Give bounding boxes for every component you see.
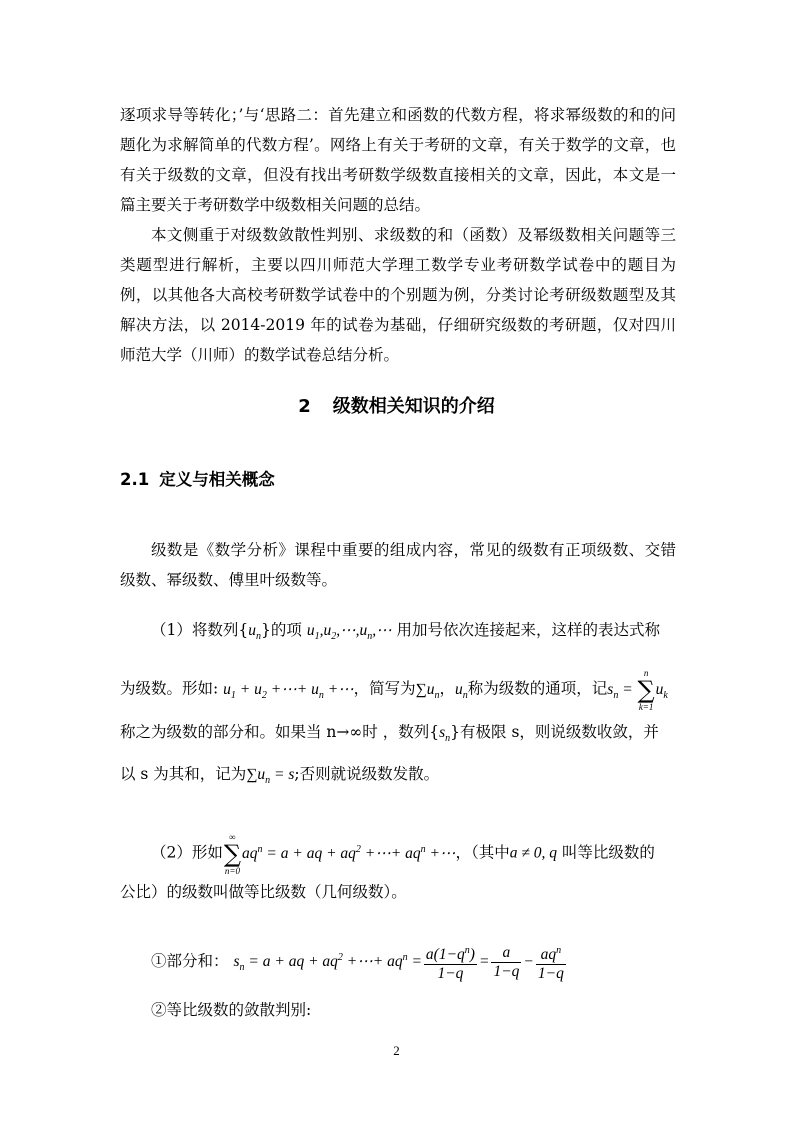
paragraph-scope: 本文侧重于对级数敛散性判别、求级数的和（函数）及幂级数相关问题等三类题型进行解析，主要以四川师范大学理工数学专业考研数学试卷中的题目为例，以其他各大高校考研数学试卷中的个别题为例，分类讨论考研级数题型及其解决方法，以 2014-2019 年的试卷为基础，仔细研究级数的考研题，仅对四川师范大学（川师）的数学试卷总结分析。 [120,226,676,364]
def1-text-k: ;否则就说级数发散。 [294,765,440,783]
series-sum-s: $\sum u_n = s$ [246,766,295,787]
def2-text-a: （2）形如 [151,843,223,862]
series-expansion: $u_1 + u_2$ +⋯+ $u_n$ +⋯ [223,680,354,701]
subsection-title: 定义与相关概念 [159,470,275,489]
item1-label: ①部分和： [151,952,229,971]
def1-text-i: 有极限 s，则说级数收敛，并 [460,723,659,741]
item2-convergence: ②等比级数的敛散判别: [151,1001,312,1019]
def2-line2: 公比）的级数叫做等比级数（几何级数）。 [120,883,407,901]
geometric-series-formula: ∞ ∑ n=0 $aq^n = a$ + aq + $aq^2$ +⋯+ $aq^n$ +⋯ [223,832,456,876]
def1-text-a: （1）将数列 [151,621,239,639]
def2-line1 [151,832,711,876]
def1-text-h: 称之为级数的部分和。如果当 n→∞时 ，数列 [120,723,430,741]
def1-text-j: 以 s 为其和，记为 [120,765,247,783]
sequence-un: $\{u_n\}$ [238,621,271,643]
def1-text-d: 为级数。形如: [120,679,219,698]
def1-line3 [120,720,680,744]
page-number: 2 [393,1043,400,1058]
series-short: $\sum u_n$ [415,680,440,701]
def2-text-c: 叫等比级数的 [561,843,655,862]
condition-formula: a ≠ 0, q [509,844,557,862]
def1-text-e: ，简写为 [353,679,416,698]
general-term: $u_n$ [455,680,468,701]
subsection-number: 2.1 [120,470,150,489]
sequence-sn: $\{s_n\}$ [429,723,461,745]
item1-partial-sum [151,942,711,983]
def1-text-g: 称为级数的通项，记 [467,679,608,698]
def1-line4 [120,762,680,786]
def1-line2 [120,668,680,712]
def1-line1 [151,618,711,642]
section-number: 2 [298,396,311,417]
def1-text-f: ， [439,679,455,698]
def1-text-b: 的项 [270,621,302,639]
section-heading [0,392,793,418]
paragraph-continuation: 逐项求导等转化；’与‘思路二：首先建立和函数的代数方程，将求幂级数的和的问题化为求解简单的代数方程’。网络上有关于考研的文章，有关于数学的文章，也有关于级数的文章，但没有找出考研数学级数直接相关的文章，因此，本文是一篇主要关于考研数学中级数相关问题的总结。 [120,106,676,214]
paragraph-intro: 级数是《数学分析》课程中重要的组成内容，常见的级数有正项级数、交错级数、幂级数、傅里叶级数等。 [120,541,676,589]
sequence-terms: $u_1,u_2,\cdots,u_n,\cdots$ [306,622,392,643]
partial-sum-formula: $s_n$ = n ∑ k=1 $u_k$ [607,668,668,712]
partial-sum-geometric: $s_n = a$ + aq + $aq^2$ +⋯+ $aq^n$ = $\frac{a(1-q^n)}{1-q}$ = $\frac{a}{1-q}$ − $\frac{aq^n}{1-q}$ [233,953,567,970]
def1-text-c: 用加号依次连接起来，这样的表达式称 [396,621,661,639]
def2-text-b: ，（其中 [455,843,510,862]
section-title: 级数相关知识的介绍 [332,396,495,417]
subsection-heading [120,466,275,490]
